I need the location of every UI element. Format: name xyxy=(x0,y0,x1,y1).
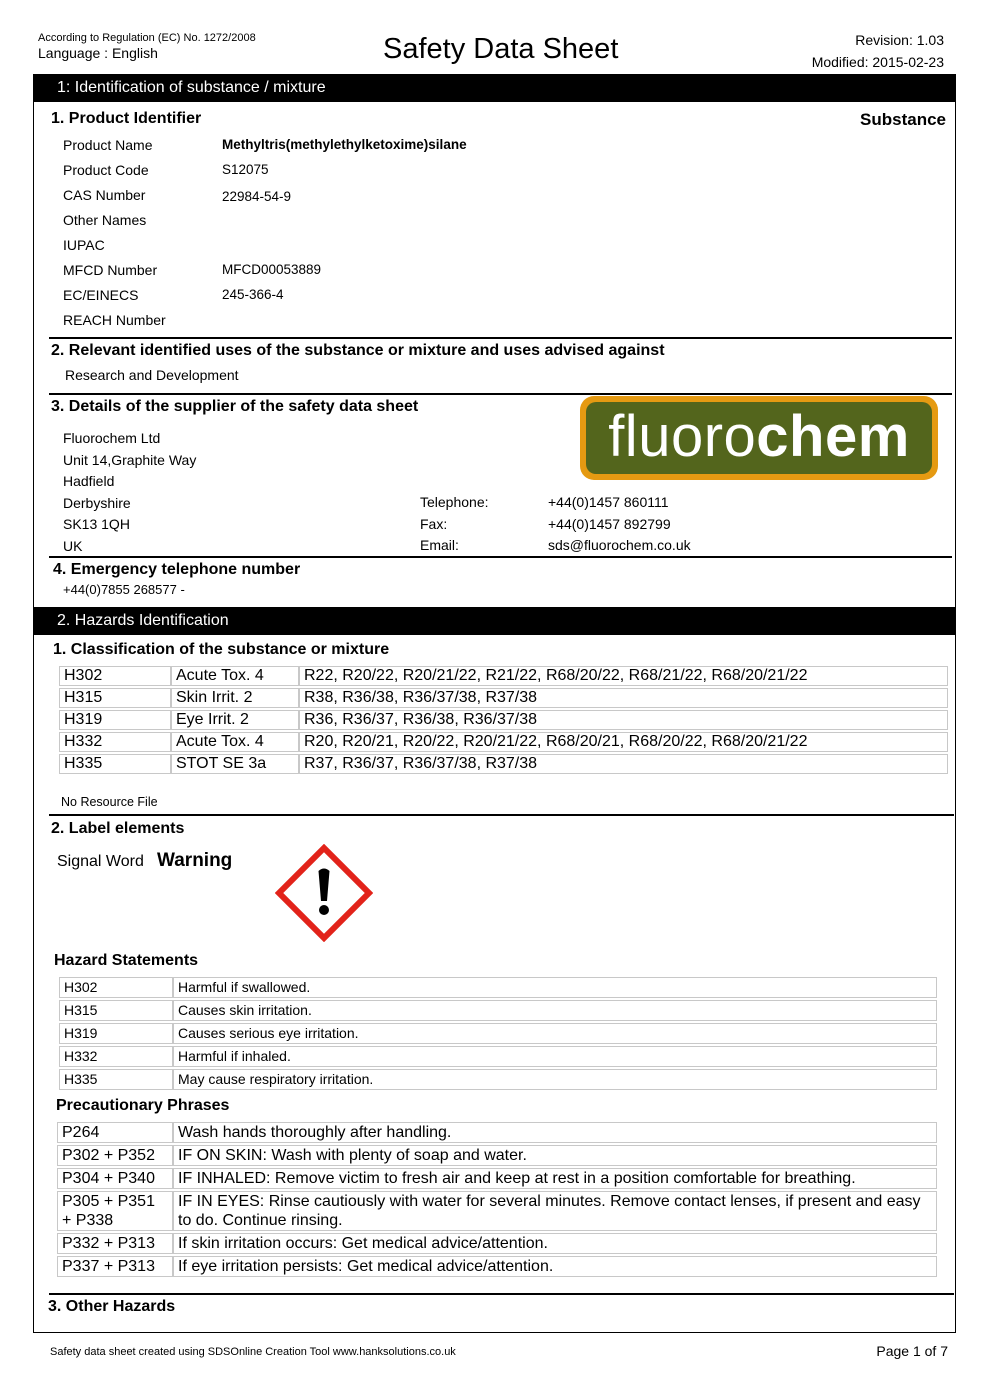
table-row xyxy=(59,977,937,998)
email-label: Email: xyxy=(420,537,459,553)
phrase-code-cell: P304 + P340 xyxy=(57,1168,173,1189)
category-cell: Acute Tox. 4 xyxy=(171,666,299,686)
table-row xyxy=(57,1145,937,1166)
footer-credit: Safety data sheet created using SDSOnline Creation Tool www.hanksolutions.co.uk xyxy=(50,1346,456,1358)
identifier-row xyxy=(63,262,663,287)
identifier-row xyxy=(63,187,663,212)
phrase-text-cell: IF INHALED: Remove victim to fresh air and keep at rest in a position comfortable for breathing. xyxy=(173,1168,937,1189)
address-line: UK xyxy=(63,537,83,554)
section-1-bar: 1: Identification of substance / mixture xyxy=(33,74,956,102)
hazard-text-cell: Causes skin irritation. xyxy=(173,1000,937,1021)
risk-phrases-cell: R37, R36/37, R36/37/38, R37/38 xyxy=(299,754,948,774)
identifier-value: MFCD00053889 xyxy=(222,262,322,277)
uses-heading: 2. Relevant identified uses of the substance or mixture and uses advised against xyxy=(51,342,665,359)
hazard-code-cell: H335 xyxy=(59,754,171,774)
contact-labels xyxy=(420,492,489,557)
hazard-code-cell: H332 xyxy=(59,732,171,752)
table-row xyxy=(57,1122,937,1143)
address-line: SK13 1QH xyxy=(63,516,130,532)
classification-heading: 1. Classification of the substance or mixture xyxy=(53,641,390,658)
category-cell: Skin Irrit. 2 xyxy=(171,688,299,708)
hazard-text-cell: Harmful if inhaled. xyxy=(173,1046,937,1067)
other-hazards-heading: 3. Other Hazards xyxy=(48,1298,176,1315)
identifier-label: Product Name xyxy=(63,137,153,153)
category-cell: STOT SE 3a xyxy=(171,754,299,774)
table-row xyxy=(59,1046,937,1067)
uses-text: Research and Development xyxy=(65,367,239,383)
resource-note: No Resource File xyxy=(61,795,158,809)
emergency-phone: +44(0)7855 268577 - xyxy=(63,582,185,597)
divider xyxy=(49,814,954,816)
address-line: Fluorochem Ltd xyxy=(63,430,161,446)
email-link[interactable]: sds@fluorochem.co.uk xyxy=(548,537,691,553)
identifier-row xyxy=(63,312,663,337)
risk-phrases-cell: R38, R36/38, R36/37/38, R37/38 xyxy=(299,688,948,708)
table-row xyxy=(59,710,948,730)
address-line: Hadfield xyxy=(63,473,115,489)
telephone-label: Telephone: xyxy=(420,494,489,510)
phrase-code-cell: P332 + P313 xyxy=(57,1233,173,1254)
table-row xyxy=(57,1256,937,1277)
page-number: Page 1 of 7 xyxy=(876,1343,948,1359)
product-identifier-list xyxy=(63,137,663,337)
hazard-code-cell: H315 xyxy=(59,688,171,708)
hazard-code-cell: H302 xyxy=(59,666,171,686)
hazard-code-cell: H332 xyxy=(59,1046,173,1067)
telephone-value: +44(0)1457 860111 xyxy=(548,494,669,510)
identifier-row xyxy=(63,237,663,262)
identifier-label: REACH Number xyxy=(63,312,166,328)
regulation-text: According to Regulation (EC) No. 1272/2008 xyxy=(38,32,256,44)
modified-text: Modified: 2015-02-23 xyxy=(811,54,944,70)
phrase-text-cell: If skin irritation occurs: Get medical advice/attention. xyxy=(173,1233,937,1254)
hazard-code-cell: H319 xyxy=(59,710,171,730)
phrase-text-cell: IF ON SKIN: Wash with plenty of soap and water. xyxy=(173,1145,937,1166)
phrase-code-cell: P337 + P313 xyxy=(57,1256,173,1277)
phrase-text-cell: If eye irritation persists: Get medical advice/attention. xyxy=(173,1256,937,1277)
page-title: Safety Data Sheet xyxy=(383,33,619,65)
signal-word: Warning xyxy=(157,850,233,871)
phrase-text-cell: IF IN EYES: Rinse cautiously with water for several minutes. Remove contact lenses, if present and easy to do. Continue rinsing. xyxy=(173,1191,937,1231)
hazard-statements-table xyxy=(59,975,937,1092)
signal-word-label: Signal Word xyxy=(57,853,144,870)
identifier-label: Other Names xyxy=(63,212,147,228)
identifier-row xyxy=(63,137,663,162)
phrase-code-cell: P305 + P351 + P338 xyxy=(57,1191,173,1231)
hazard-code-cell: H302 xyxy=(59,977,173,998)
identifier-value: Methyltris(methylethylketoxime)silane xyxy=(222,137,467,152)
fax-label: Fax: xyxy=(420,515,448,532)
identifier-label: CAS Number xyxy=(63,187,146,203)
divider xyxy=(49,1293,954,1295)
table-row xyxy=(59,1069,937,1090)
risk-phrases-cell: R22, R20/22, R20/21/22, R21/22, R68/20/22, R68/21/22, R68/20/21/22 xyxy=(299,666,948,686)
fluorochem-logo xyxy=(580,396,938,480)
contact-values xyxy=(548,492,691,557)
phrase-code-cell: P264 xyxy=(57,1122,173,1143)
precautionary-heading: Precautionary Phrases xyxy=(56,1097,230,1114)
identifier-value: 22984-54-9 xyxy=(222,189,292,204)
hazard-statements-heading: Hazard Statements xyxy=(54,952,199,969)
table-row xyxy=(59,1023,937,1044)
label-elements-heading: 2. Label elements xyxy=(51,820,185,837)
language-text: Language : English xyxy=(38,45,158,61)
divider xyxy=(49,393,952,395)
product-identifier-heading: 1. Product Identifier xyxy=(51,110,202,127)
risk-phrases-cell: R36, R36/37, R36/38, R36/37/38 xyxy=(299,710,948,730)
precautionary-table xyxy=(57,1120,937,1279)
divider xyxy=(49,556,952,558)
revision-text: Revision: 1.03 xyxy=(855,32,944,48)
identifier-row xyxy=(63,212,663,237)
emergency-heading: 4. Emergency telephone number xyxy=(53,561,301,578)
hazard-code-cell: H335 xyxy=(59,1069,173,1090)
table-row xyxy=(59,666,948,686)
exclamation-mark-pictogram-icon xyxy=(275,844,373,942)
table-row xyxy=(59,1000,937,1021)
risk-phrases-cell: R20, R20/21, R20/22, R20/21/22, R68/20/21, R68/20/22, R68/20/21/22 xyxy=(299,732,948,752)
divider xyxy=(49,337,952,339)
logo-text-light: fluoro xyxy=(608,404,757,469)
table-row xyxy=(57,1233,937,1254)
hazard-text-cell: Harmful if swallowed. xyxy=(173,977,937,998)
address-line: Derbyshire xyxy=(63,494,131,511)
fax-value: +44(0)1457 892799 xyxy=(548,515,671,532)
supplier-address xyxy=(63,428,196,557)
hazard-code-cell: H319 xyxy=(59,1023,173,1044)
identifier-label: Product Code xyxy=(63,162,149,178)
identifier-row xyxy=(63,162,663,187)
supplier-heading: 3. Details of the supplier of the safety data sheet xyxy=(51,398,419,415)
identifier-value: S12075 xyxy=(222,162,269,177)
hazard-text-cell: May cause respiratory irritation. xyxy=(173,1069,937,1090)
phrase-text-cell: Wash hands thoroughly after handling. xyxy=(173,1122,937,1143)
hazard-code-cell: H315 xyxy=(59,1000,173,1021)
table-row xyxy=(57,1168,937,1189)
section-2-bar: 2. Hazards Identification xyxy=(33,607,956,635)
identifier-label: MFCD Number xyxy=(63,262,158,278)
table-row xyxy=(59,754,948,774)
table-row xyxy=(59,688,948,708)
logo-text-bold: chem xyxy=(756,404,910,469)
hazard-text-cell: Causes serious eye irritation. xyxy=(173,1023,937,1044)
category-cell: Eye Irrit. 2 xyxy=(171,710,299,730)
identifier-row xyxy=(63,287,663,312)
phrase-code-cell: P302 + P352 xyxy=(57,1145,173,1166)
category-cell: Acute Tox. 4 xyxy=(171,732,299,752)
classification-table xyxy=(59,664,948,776)
substance-type: Substance xyxy=(860,110,946,129)
identifier-label: EC/EINECS xyxy=(63,287,139,303)
table-row xyxy=(57,1191,937,1231)
logo-wordmark xyxy=(586,402,932,474)
identifier-label: IUPAC xyxy=(63,237,105,253)
identifier-value: 245-366-4 xyxy=(222,287,284,302)
table-row xyxy=(59,732,948,752)
address-line: Unit 14,Graphite Way xyxy=(63,451,197,468)
